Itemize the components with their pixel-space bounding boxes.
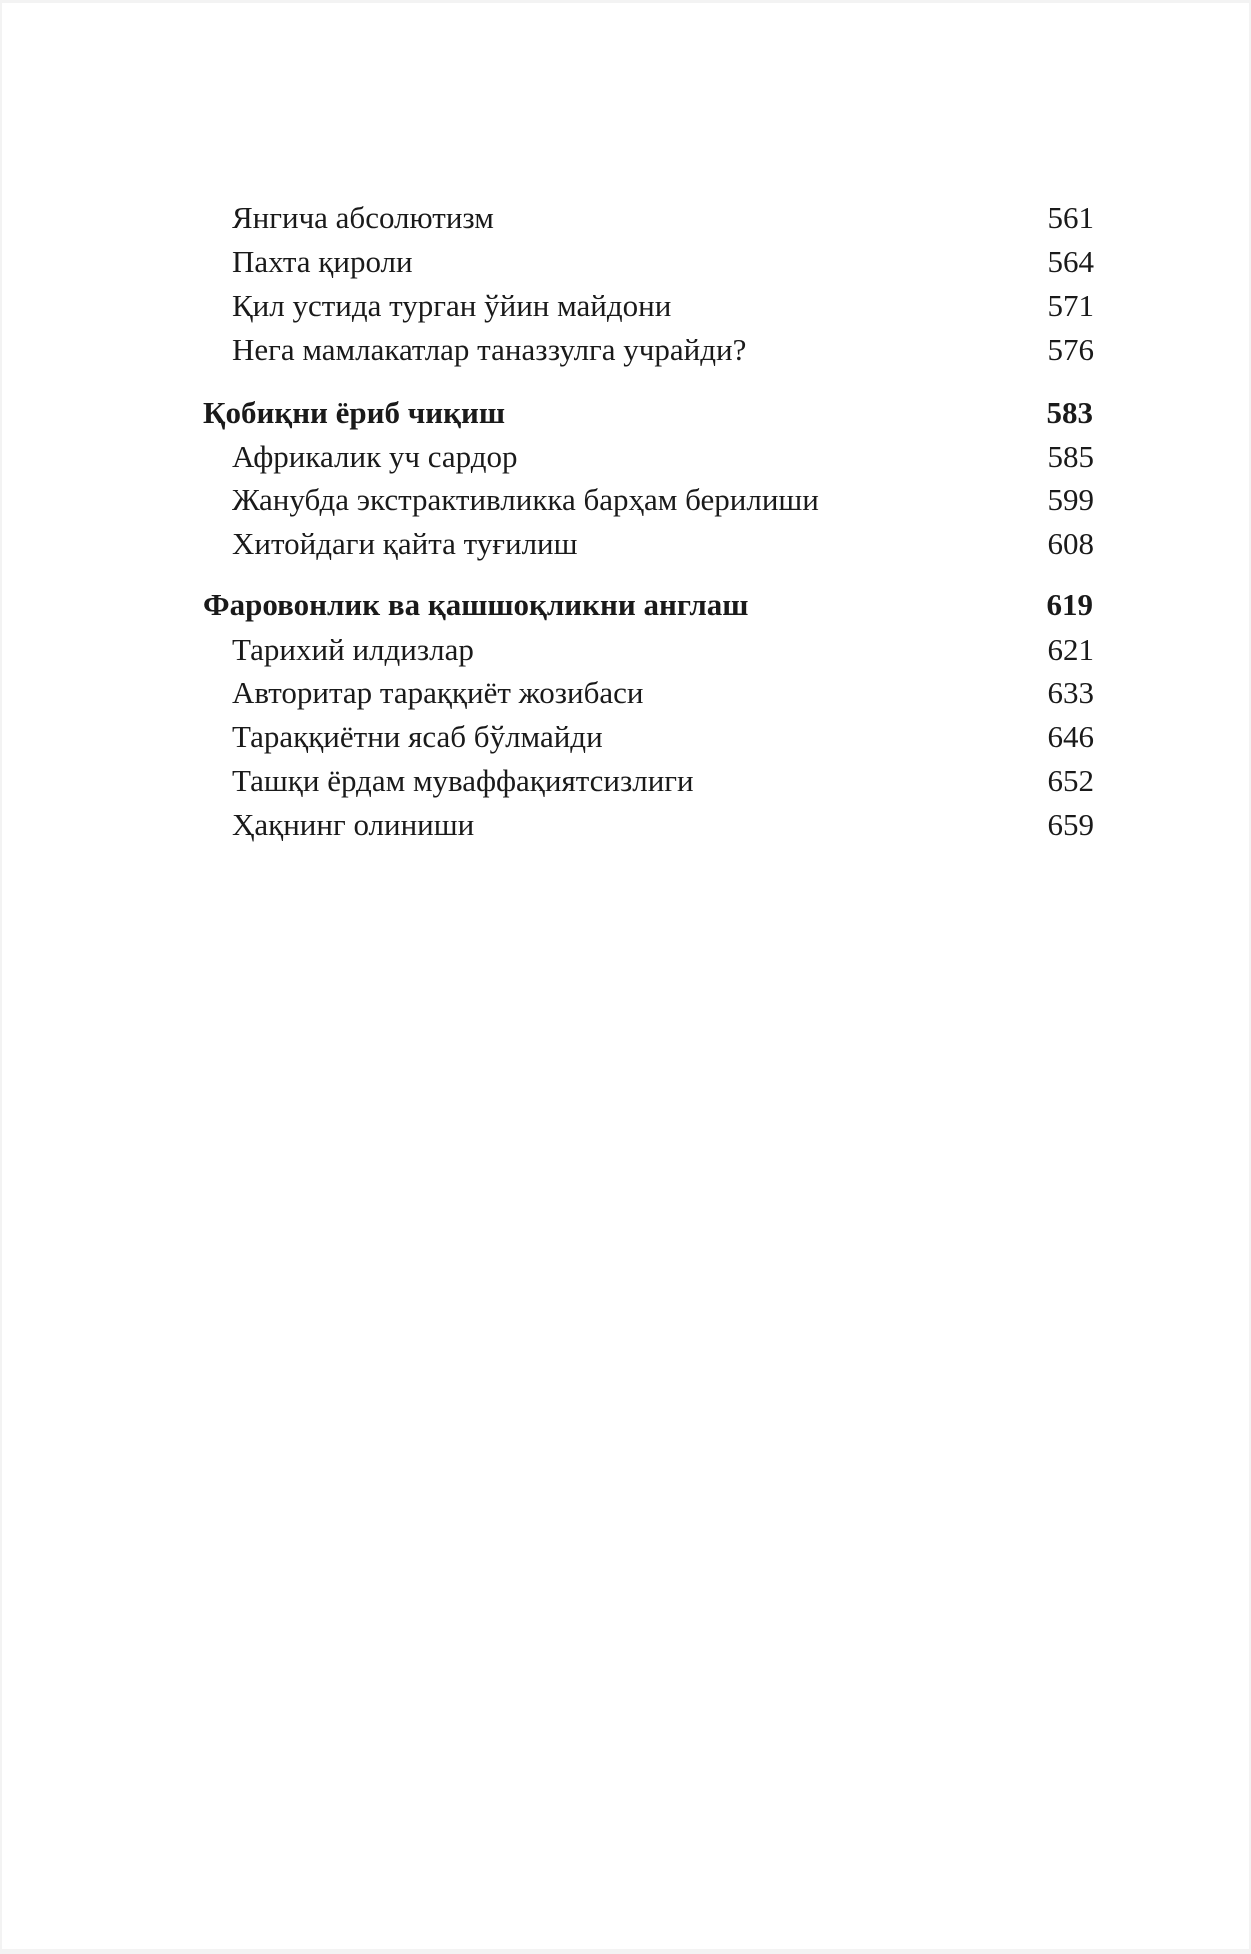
toc-entry-title: Жанубда экстрактивликка барҳам берилиши [232, 482, 819, 517]
toc-chapter-page: 619 [1046, 587, 1093, 622]
document-page [2, 3, 1249, 1949]
toc-entry-page: 564 [1047, 244, 1094, 279]
toc-entry[interactable] [232, 284, 1094, 328]
toc-entry[interactable] [232, 522, 1094, 566]
toc-entry-title: Тараққиётни ясаб бўлмайди [232, 719, 603, 754]
toc-entry-title: Ташқи ёрдам муваффақиятсизлиги [232, 763, 694, 798]
toc-entry[interactable] [232, 196, 1094, 240]
toc-entry[interactable] [232, 478, 1094, 522]
toc-entry-title: Ҳақнинг олиниши [232, 807, 475, 842]
toc-entry[interactable] [232, 628, 1094, 672]
toc-entry[interactable] [232, 803, 1094, 847]
toc-entry-page: 576 [1047, 332, 1094, 367]
toc-entry-title: Қил устида турган ўйин майдони [232, 288, 672, 323]
toc-entry[interactable] [232, 435, 1094, 479]
toc-chapter-heading[interactable] [203, 583, 1093, 627]
toc-entry-page: 652 [1047, 763, 1094, 798]
toc-chapter-title: Фаровонлик ва қашшоқликни англаш [203, 587, 749, 622]
toc-chapter-page: 583 [1046, 395, 1093, 430]
toc-entry-page: 599 [1047, 482, 1094, 517]
toc-entry[interactable] [232, 759, 1094, 803]
toc-entry-title: Тарихий илдизлар [232, 632, 474, 667]
toc-entry-page: 608 [1047, 526, 1094, 561]
toc-entry-page: 585 [1047, 439, 1094, 474]
toc-entry-title: Хитойдаги қайта туғилиш [232, 526, 578, 561]
toc-chapter-title: Қобиқни ёриб чиқиш [203, 395, 506, 430]
toc-entry[interactable] [232, 240, 1094, 284]
toc-entry-page: 571 [1047, 288, 1094, 323]
toc-entry[interactable] [232, 328, 1094, 372]
toc-entry[interactable] [232, 671, 1094, 715]
toc-entry-page: 633 [1047, 675, 1094, 710]
toc-entry-title: Нега мамлакатлар таназзулга учрайди? [232, 332, 747, 367]
toc-entry-page: 561 [1047, 200, 1094, 235]
toc-entry-title: Пахта қироли [232, 244, 413, 279]
toc-entry-page: 621 [1047, 632, 1094, 667]
toc-entry-title: Африкалик уч сардор [232, 439, 518, 474]
toc-entry-page: 659 [1047, 807, 1094, 842]
toc-chapter-heading[interactable] [203, 391, 1093, 435]
toc-entry-title: Янгича абсолютизм [232, 200, 494, 235]
toc-entry-page: 646 [1047, 719, 1094, 754]
toc-entry[interactable] [232, 715, 1094, 759]
toc-entry-title: Авторитар тараққиёт жозибаси [232, 675, 644, 710]
